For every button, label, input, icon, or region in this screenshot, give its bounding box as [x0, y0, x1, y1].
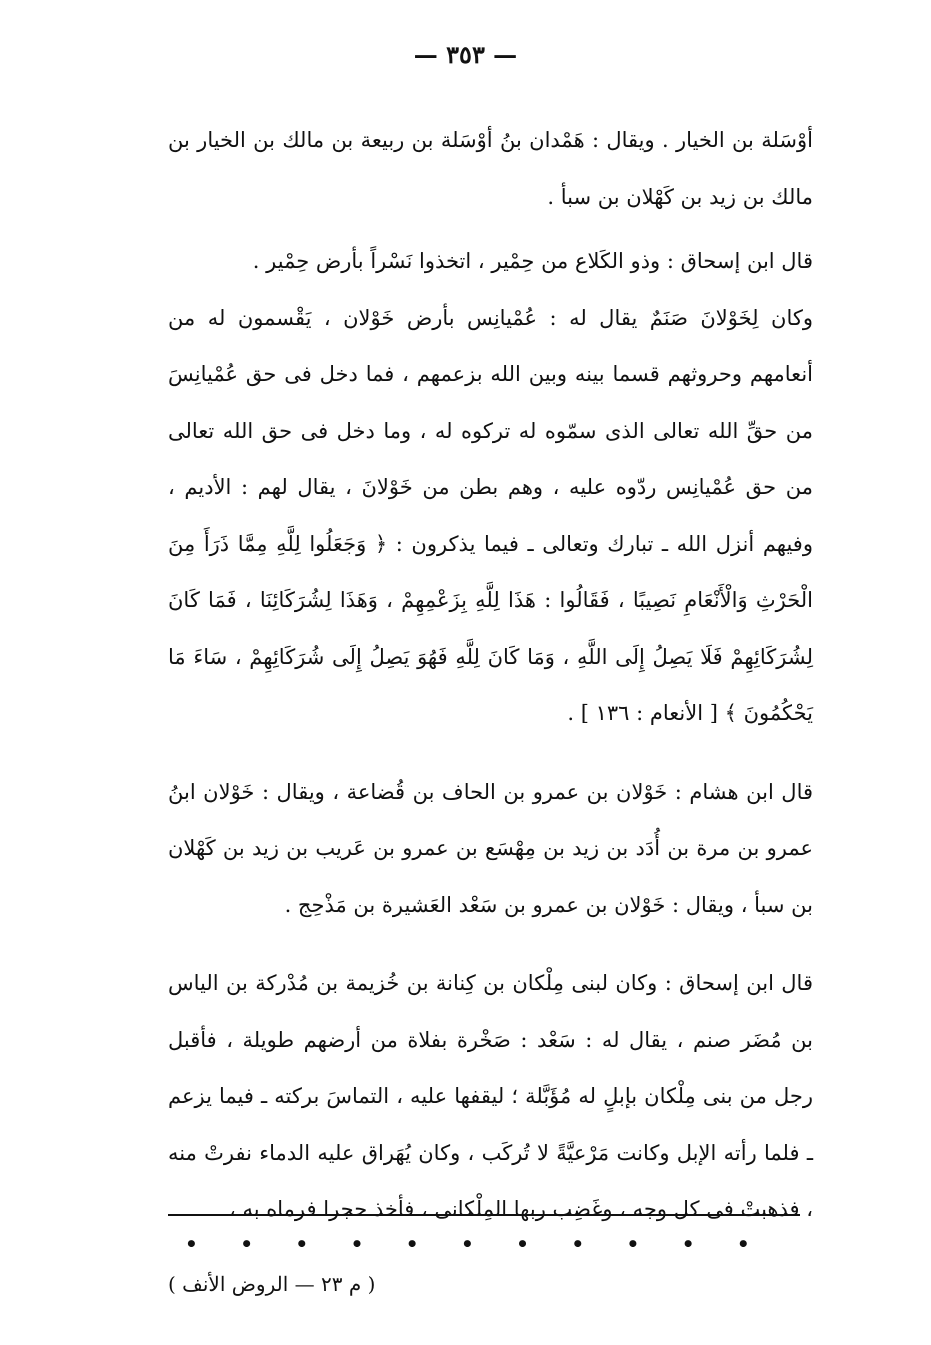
footer-dot: • [681, 1232, 695, 1256]
footer-dot: • [460, 1232, 474, 1256]
footer-dot: • [626, 1232, 640, 1256]
footer-dot: • [240, 1232, 253, 1256]
paragraph-banu-milkan: قال ابن إسحاق : وكان لبنى مِلْكان بن كِنانة بن خُزيمة بن مُدْركة بن الياس بن مُضَر صنم ، يقال له : سَعْد : صَخْرة بفلاة من أرضهم طويلة ، فأقبل رجل من بنى مِلْكان بإبلٍ له مُؤَبَّلة ؛ ليقفها عليه ، التماسَ بركته ـ فيما يزعم ـ فلما رأته الإبل وكانت مَرْعيَّةً لا تُركَب ، وكان يُهَراق عليه الدماء نفرتْ منه ، فذهبتْ فى كل وجه ، وغَضِب ربها المِلْكانى ، فأخذ حجرا فرماه به ، [168, 971, 813, 1221]
footer-rule [168, 1214, 800, 1216]
footer-dot: • [350, 1232, 364, 1256]
footer-dot: • [516, 1232, 529, 1256]
page-number: — ٣٥٣ — [413, 40, 518, 69]
footer-dot: • [295, 1232, 309, 1256]
footer-dot: • [405, 1232, 419, 1256]
paragraph-ibn-hisham-khawlan: قال ابن هشام : خَوْلان بن عمرو بن الحاف بن قُضاعة ، ويقال : خَوْلان ابنُ عمرو بن مرة بن أُدَد بن زيد بن مِهْسَع بن عمرو بن عَريب بن زيد بن كَهْلان بن سبأ ، ويقال : خَوْلان بن عمرو بن سَعْد العَشيرة بن مَذْحِج . [168, 779, 813, 917]
footer-dots [185, 1232, 750, 1256]
footer-dot: • [736, 1232, 750, 1256]
body-text [168, 112, 813, 1238]
paragraph-khawlan-idol: وكان لِخَوْلانَ صَنَمٌ يقال له : عُمْيانِس بأرض خَوْلان ، يَقْسمون له من أنعامهم وحروثهم قسما بينه وبين الله بزعمهم ، فما دخل فى حق عُمْيانِسَ من حقِّ الله تعالى الذى سمّوه له تركوه له ، وما دخل فى حق الله تعالى من حق عُمْيانِس ردّوه عليه ، وهم بطن من خَوْلانَ ، يقال لهم : الأديم ، وفيهم أنزل الله ـ تبارك وتعالى ـ فيما يذكرون : ﴿ وَجَعَلُوا لِلَّهِ مِمَّا ذَرَأَ مِنَ الْحَرْثِ وَالْأَنْعَامِ نَصِيبًا ، فَقَالُوا : هَذَا لِلَّهِ بِزَعْمِهِمْ ، وَهَذَا لِشُرَكَائِنَا ، فَمَا كَانَ لِشُرَكَائِهِمْ فَلَا يَصِلُ إِلَى اللَّهِ ، وَمَا كَانَ لِلَّهِ فَهُوَ يَصِلُ إِلَى شُرَكَائِهِمْ ، سَاءَ مَا يَحْكُمُونَ ﴾ [ الأنعام : ١٣٦ ] . [168, 305, 813, 725]
footer-dot: • [185, 1232, 198, 1256]
signature-mark: ( م ٢٣ — الروض الأنف ) [168, 1272, 376, 1296]
paragraph-dhu-al-kala: قال ابن إسحاق : وذو الكَلاع من حِمْير ، اتخذوا نَسْراً بأرض حِمْير . [252, 249, 813, 273]
footer-dot: • [571, 1232, 585, 1256]
paragraph-hamdan-lineage: أوْسَلة بن الخيار . ويقال : هَمْدان بنُ أوْسَلة بن ربيعة بن مالك بن الخيار بن مالك بن زيد بن كَهْلان بن سبأ . [168, 128, 813, 209]
